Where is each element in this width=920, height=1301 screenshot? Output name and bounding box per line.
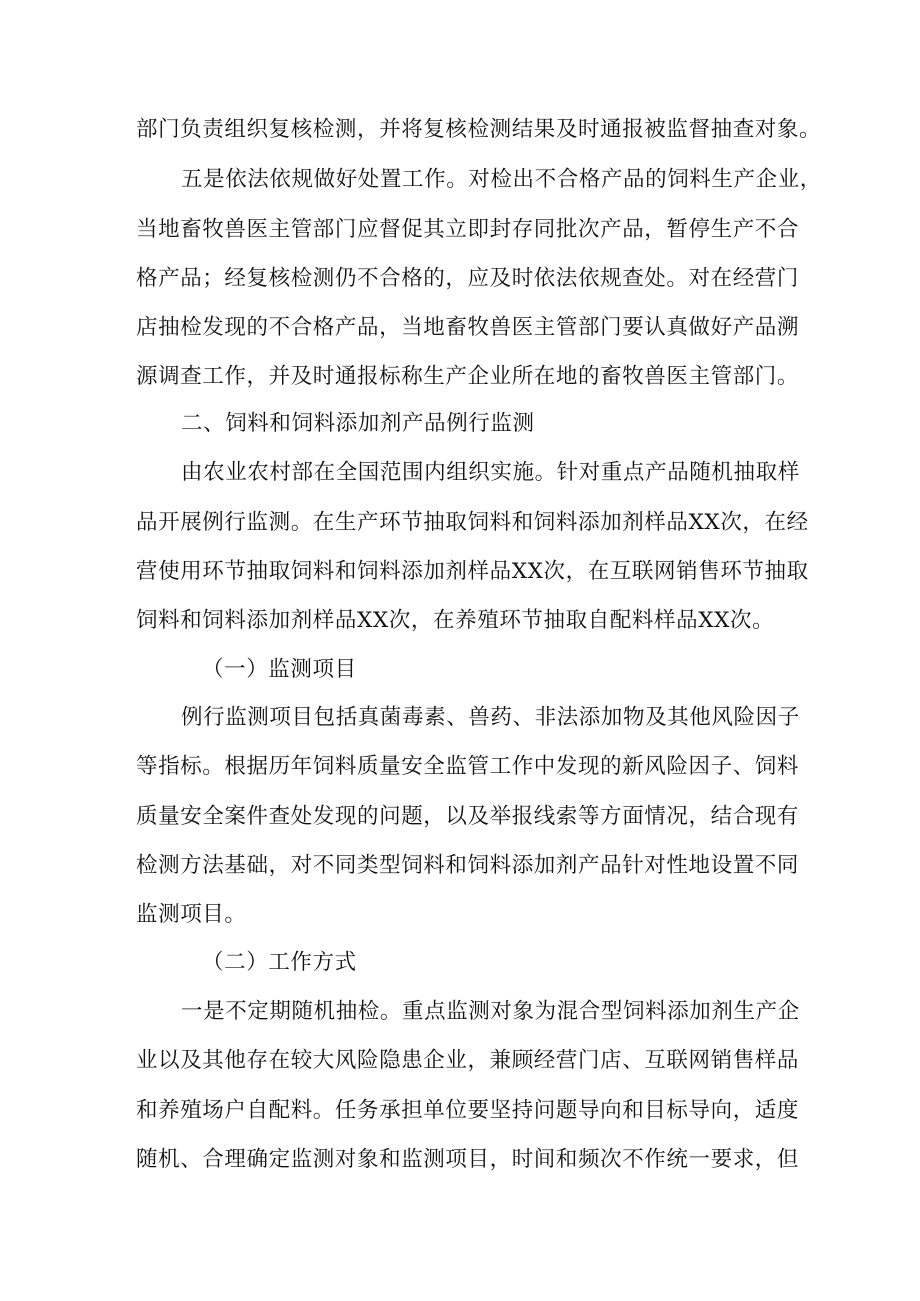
subsection-heading: （一）监测项目: [202, 657, 357, 682]
text-line: 例行监测项目包括真菌毒素、兽药、非法添加物及其他风险因子: [181, 705, 800, 730]
text-line: 一是不定期随机抽检。重点监测对象为混合型饲料添加剂生产企: [181, 999, 800, 1024]
text-line: 业以及其他存在较大风险隐患企业，兼顾经营门店、互联网销售样品: [136, 1048, 800, 1073]
text-line: 饲料和饲料添加剂样品XX次，在养殖环节抽取自配料样品XX次。: [136, 608, 775, 633]
text-line: 由农业农村部在全国范围内组织实施。针对重点产品随机抽取样: [181, 460, 800, 485]
text-line: 和养殖场户自配料。任务承担单位要坚持问题导向和目标导向，适度: [136, 1098, 800, 1123]
text-line: 等指标。根据历年饲料质量安全监管工作中发现的新风险因子、饲料: [136, 754, 800, 779]
text-line: 源调查工作，并及时通报标称生产企业所在地的畜牧兽医主管部门。: [136, 364, 800, 389]
text-line: 检测方法基础，对不同类型饲料和饲料添加剂产品针对性地设置不同: [136, 853, 800, 878]
text-line: 品开展例行监测。在生产环节抽取饲料和饲料添加剂样品XX次，在经: [136, 510, 809, 535]
text-line: 店抽检发现的不合格产品，当地畜牧兽医主管部门要认真做好产品溯: [136, 315, 800, 340]
text-line: 营使用环节抽取饲料和饲料添加剂样品XX次，在互联网销售环节抽取: [136, 559, 809, 584]
text-line: 当地畜牧兽医主管部门应督促其立即封存同批次产品，暂停生产不合: [136, 217, 800, 242]
text-line: 监测项目。: [136, 902, 247, 927]
text-line: 随机、合理确定监测对象和监测项目，时间和频次不作统一要求，但: [136, 1147, 800, 1172]
text-line: 五是依法依规做好处置工作。对检出不合格产品的饲料生产企业，: [181, 167, 822, 192]
text-line: 格产品；经复核检测仍不合格的，应及时依法依规查处。对在经营门: [136, 266, 800, 291]
section-heading: 二、饲料和饲料添加剂产品例行监测: [181, 411, 535, 436]
text-line: 质量安全案件查处发现的问题，以及举报线索等方面情况，结合现有: [136, 804, 800, 829]
subsection-heading: （二）工作方式: [202, 950, 357, 975]
text-line: 部门负责组织复核检测，并将复核检测结果及时通报被监督抽查对象。: [136, 117, 822, 142]
